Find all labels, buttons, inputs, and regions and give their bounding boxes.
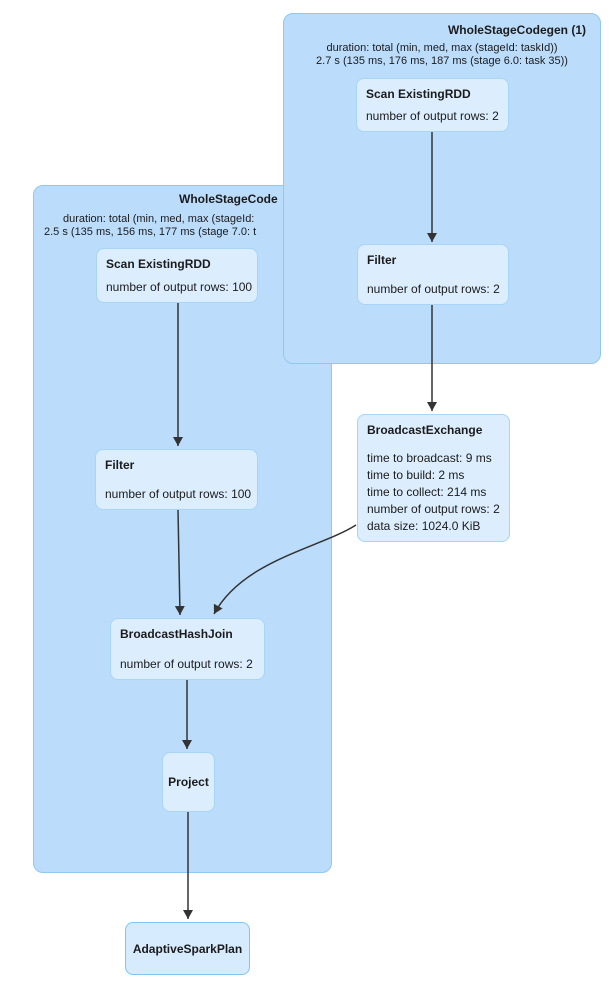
- cluster-duration-value: 2.5 s (135 ms, 156 ms, 177 ms (stage 7.0: t: [44, 226, 257, 238]
- wholestagecodegen-1-cluster: [283, 13, 601, 364]
- node-scan-existingrdd-1[interactable]: [356, 78, 509, 132]
- node-metric: number of output rows: 2: [366, 109, 499, 123]
- node-metric: number of output rows: 100: [105, 487, 252, 501]
- node-metric: data size: 1024.0 KiB: [367, 519, 481, 533]
- cluster-duration-value: 2.7 s (135 ms, 176 ms, 187 ms (stage 6.0: task 35)): [316, 55, 568, 67]
- node-adaptive-spark-plan[interactable]: [125, 922, 250, 975]
- node-metric: time to collect: 214 ms: [367, 485, 487, 499]
- node-metric: number of output rows: 100: [106, 280, 253, 294]
- cluster-duration-label: duration: total (min, med, max (stageId: taskId)): [326, 42, 558, 54]
- node-filter-1[interactable]: [357, 244, 509, 305]
- node-metric: number of output rows: 2: [367, 282, 500, 296]
- node-metric: time to build: 2 ms: [367, 468, 465, 482]
- node-metrics: [367, 450, 500, 535]
- node-title: BroadcastExchange: [367, 423, 483, 437]
- cluster-duration-label: duration: total (min, med, max (stageId:: [63, 213, 255, 225]
- node-broadcast-exchange[interactable]: [357, 414, 510, 542]
- node-scan-existingrdd-2[interactable]: [96, 248, 258, 303]
- cluster-title: WholeStageCodegen (1): [447, 23, 586, 37]
- node-title: Project: [168, 775, 209, 789]
- node-title: Scan ExistingRDD: [106, 257, 211, 271]
- node-metric: number of output rows: 2: [367, 502, 500, 516]
- node-title: Filter: [105, 458, 135, 472]
- node-title: Filter: [367, 253, 397, 267]
- node-metric: number of output rows: 2: [120, 657, 253, 671]
- node-metric: time to broadcast: 9 ms: [367, 451, 492, 465]
- cluster-title: WholeStageCode: [179, 192, 278, 206]
- node-title: Scan ExistingRDD: [366, 87, 471, 101]
- node-broadcast-hash-join[interactable]: [110, 618, 265, 680]
- node-filter-2[interactable]: [95, 449, 258, 510]
- node-project[interactable]: [162, 752, 215, 812]
- node-title: AdaptiveSparkPlan: [132, 941, 243, 956]
- node-title: BroadcastHashJoin: [120, 627, 233, 641]
